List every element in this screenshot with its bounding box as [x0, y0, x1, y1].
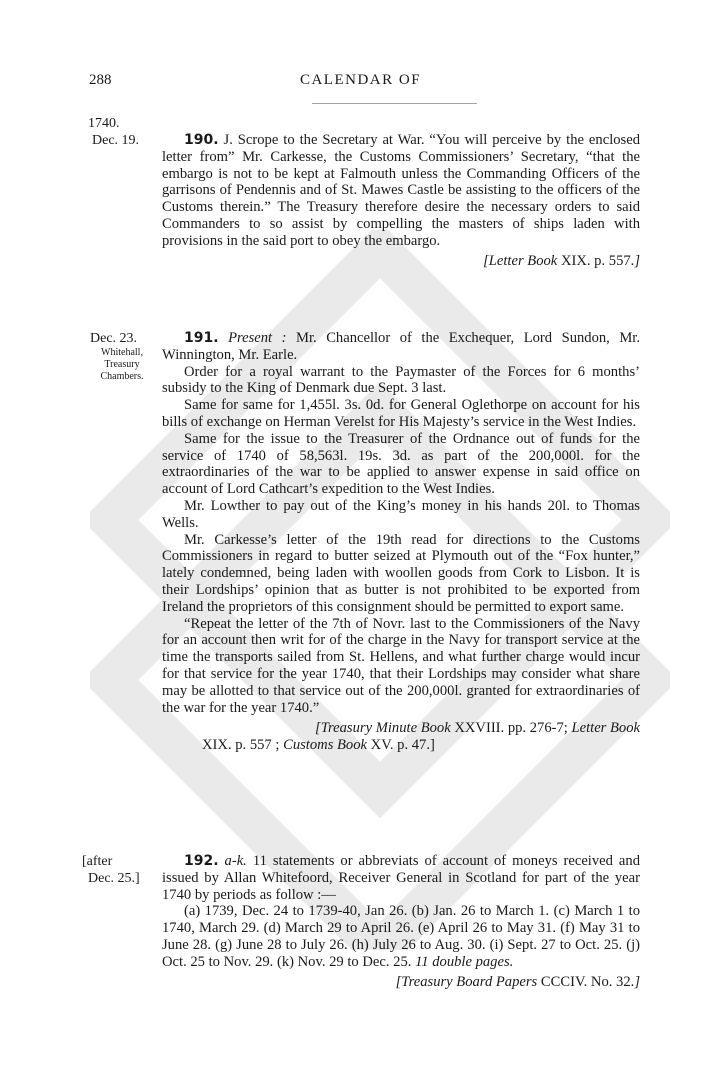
entry-191-reference-1: [Treasury Minute Book XXVIII. pp. 276-7; Letter Book: [315, 720, 640, 737]
entry-192-reference: [Treasury Board Papers CCCIV. No. 32.]: [395, 973, 640, 990]
entry-192-periods-text: (a) 1739, Dec. 24 to 1739-40, Jan 26. (b) Jan. 26 to March 1. (c) March 1 to 1740, March 29. (d) March 29 to April 26. (e) April 26 to May 31. (f) May 31 to June 28. (g) June 28 to July 26. (h) July 26 to Aug. 30. (i) Sept. 27 to Oct. 25. (j) Oct. 25 to Nov. 29. (k) Nov. 29 to Dec. 25.: [162, 903, 640, 970]
entry-190-text: J. Scrope to the Secretary at War. “You will perceive by the enclosed letter from” Mr. Carkesse, the Customs Commissioners’ Secretary, “that the embargo is not to be kept at Falmouth unless the Commanding Officers of the garrisons of Pendennis and of St. Mawes Castle be assisting to the officers of the Customs therein.” The Treasury therefore desire the necessary orders to said Commanders to so assist by compelling the masters of ships laden with provisions in the said port to obey the embargo.: [162, 132, 640, 249]
entry-190-ref-book: Letter Book: [488, 252, 558, 269]
entry-192-margin-line2: Dec. 25.]: [88, 871, 140, 886]
entry-191-number: 191.: [184, 330, 219, 346]
entry-191-date: Dec. 23.: [90, 331, 138, 346]
entry-191-ref-detail-1: XXVIII. pp. 276-7;: [454, 720, 568, 737]
entry-192-ref-book: Treasury Board Papers: [401, 973, 538, 990]
entry-190-date: Dec. 19.: [92, 133, 140, 148]
entry-192-margin: [82, 853, 154, 887]
entry-191-ref-book-1: Treasury Minute Book: [320, 720, 451, 737]
entry-190-number: 190.: [184, 132, 219, 148]
entry-191-ref-book-2: Letter Book: [571, 720, 640, 737]
entry-191-place-1: Whitehall,: [101, 347, 143, 358]
entry-192-pages: 11 double pages.: [415, 953, 514, 970]
entry-192-sub: a-k.: [224, 853, 247, 869]
entry-191-margin: [86, 330, 158, 383]
entry-190-ref-detail: XIX. p. 557.: [560, 252, 635, 269]
entry-192: [162, 853, 640, 990]
entry-191-para-4: Mr. Lowther to pay out of the King’s money in his hands 20l. to Thomas Wells.: [162, 497, 640, 531]
entry-191-present-text: Mr. Chancellor of the Exchequer, Lord Sundon, Mr. Winnington, Mr. Earle.: [162, 330, 641, 363]
header-rule: [312, 103, 477, 104]
entry-191-para-1: Order for a royal warrant to the Paymaster of the Forces for 6 months’ subsidy to the King of Denmark due Sept. 3 last.: [162, 363, 640, 397]
entry-191-place-2: Treasury: [104, 359, 140, 370]
running-title: CALENDAR OF: [299, 72, 422, 88]
entry-191-para-5: Mr. Carkesse’s letter of the 19th read for directions to the Customs Commissioners in regard to butter seized at Plymouth out of the “Fox hunter,” lately condemned, being laden with woollen goods from Cork to Lisbon. It is their Lordships’ opinion that as butter is not prohibited to be exported from Ireland the proprietors of this consignment should be permitted to export same.: [162, 531, 640, 615]
entry-190-reference: [Letter Book XIX. p. 557.]: [483, 252, 640, 269]
entry-191-place-3: Chambers.: [100, 371, 144, 382]
entry-192-lead: [162, 853, 640, 903]
entry-191: [162, 330, 640, 754]
entry-190-paragraph: [162, 132, 640, 250]
page-number: 288: [89, 72, 112, 88]
entry-192-ref-detail: CCCIV. No. 32.: [540, 973, 635, 990]
entry-191-para-6: “Repeat the letter of the 7th of Novr. last to the Commissioners of the Navy for an account then writ for of the charge in the Navy for transport service at the time the transports sailed from St. Hellens, and what further charge would incur for that service for the year 1740, that their Lordships may consider what share may be allotted to that service out of the 200,000l. granted for extraordinaries of the war for the year 1740.”: [162, 615, 640, 716]
entry-192-number: 192.: [184, 853, 219, 869]
entry-192-periods: [162, 903, 640, 970]
entry-190-margin: [86, 115, 158, 149]
entry-191-present: [162, 330, 640, 364]
entry-191-reference-2: [162, 737, 640, 754]
entry-191-para-3: Same for the issue to the Treasurer of the Ordnance out of funds for the service of 1740 of 58,563l. 19s. 3d. as part of the 200,000l. for the extraordinaries of the war to be applied to answer expense in said office on account of Lord Cathcart’s expedition to the West Indies.: [162, 430, 640, 498]
entry-192-margin-line1: [after: [82, 854, 113, 869]
entry-191-ref-book-3: Customs Book: [283, 737, 368, 754]
entry-192-lead-text: 11 statements or abbreviats of account of moneys received and issued by Allan Whitefoord, Receiver General in Scotland for part of the year 1740 by periods as follow :—: [162, 853, 640, 903]
entry-191-ref-detail-3: XV. p. 47.]: [370, 737, 435, 754]
entry-191-present-label: Present :: [228, 330, 287, 346]
entry-190-year: 1740.: [88, 116, 120, 131]
entry-190: [162, 132, 640, 269]
entry-191-ref-detail-2: XIX. p. 557 ;: [202, 737, 280, 754]
entry-191-para-2: Same for same for 1,455l. 3s. 0d. for General Oglethorpe on account for his bills of exchange on Herman Verelst for His Majesty’s service in the West Indies.: [162, 397, 640, 430]
